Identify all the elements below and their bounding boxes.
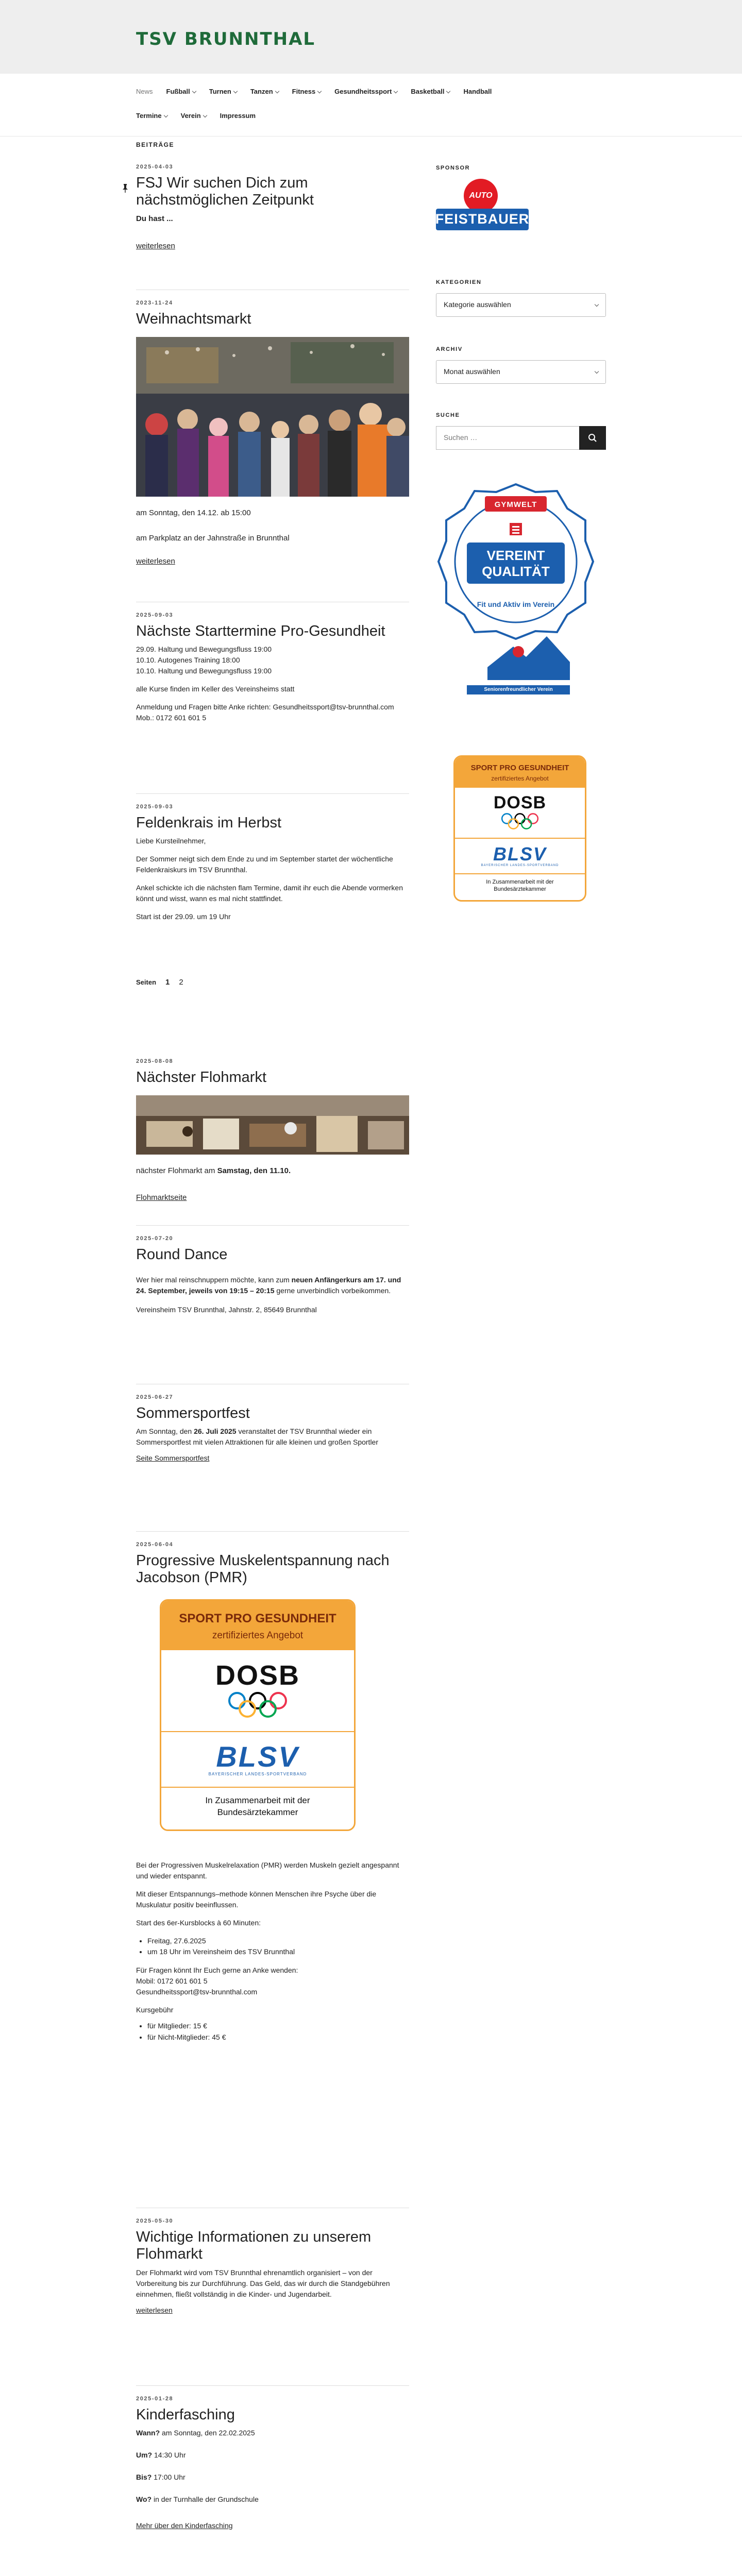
widget-title: SUCHE <box>436 412 460 418</box>
gymwelt-motto: Fit und Aktiv im Verein <box>477 600 555 608</box>
post-line: Wer hier mal reinschnuppern möchte, kann zum neuen Anfängerkurs am 17. und 24. September, jeweils von 19:15 – 20:15 gerne unverbindlich vorbeikommen. <box>136 1276 401 1295</box>
dosb-logo <box>161 1650 354 1732</box>
post-flohmarkt <box>136 1057 409 1204</box>
chevron-down-icon <box>163 113 167 117</box>
post-line: am Sonntag, den 14.12. ab 15:00 <box>136 509 251 518</box>
olympic-rings-icon <box>222 1689 294 1720</box>
badge-title: SPORT PRO GESUNDHEIT zertifiziertes Angebot <box>161 1601 354 1651</box>
schedule-list <box>136 1936 409 1958</box>
post-title[interactable]: Nächste Starttermine Pro-Gesundheit <box>136 623 385 640</box>
post-date: 2023-11-24 <box>136 300 173 306</box>
main-navigation <box>0 74 742 137</box>
post-date: 2025-09-03 <box>136 804 174 810</box>
nav-item-basketball[interactable]: Basketball <box>411 87 450 97</box>
post-date: 2025-05-30 <box>136 2218 174 2224</box>
site-title[interactable]: TSV BRUNNTHAL <box>136 29 316 49</box>
post-line: Für Fragen könnt Ihr Euch gerne an Anke wenden: <box>136 1966 298 1974</box>
dosb-logo <box>455 788 585 839</box>
post-title[interactable]: FSJ Wir suchen Dich zum nächstmöglichen Zeitpunkt <box>136 175 314 209</box>
blsv-subline: BAYERISCHER LANDES-SPORTVERBAND <box>481 863 559 867</box>
separator <box>136 1225 409 1226</box>
read-more-link[interactable]: Seite Sommersportfest <box>136 1454 210 1463</box>
post-date: 2025-09-03 <box>136 612 174 618</box>
blsv-logo <box>161 1732 354 1788</box>
sidebar-sport-pro-gesundheit-badge <box>453 755 586 902</box>
nav-item-turnen[interactable]: Turnen <box>209 87 237 97</box>
read-more-link[interactable]: weiterlesen <box>136 557 175 566</box>
badge-footer: In Zusammenarbeit mit der Bundesärztekammer <box>205 1795 310 1817</box>
post-title[interactable]: Progressive Muskelentspannung nach Jacobson (PMR) <box>136 1552 390 1586</box>
nav-item-handball[interactable]: Handball <box>463 88 492 95</box>
christmas-market-photo <box>136 337 409 497</box>
read-more-link[interactable]: weiterlesen <box>136 2306 173 2314</box>
badge-subtitle: zertifiziertes Angebot <box>491 775 549 783</box>
post-line: Anmeldung und Fragen bitte Anke richten: Gesundheitssport@tsv-brunnthal.com <box>136 703 394 711</box>
search-icon <box>588 433 597 443</box>
nav-item-impressum[interactable]: Impressum <box>220 112 256 120</box>
post-date: 2025-01-28 <box>136 2396 174 2402</box>
gymwelt-label: GYMWELT <box>494 500 537 509</box>
post-line: 10.10. Autogenes Training 18:00 <box>136 656 240 665</box>
chevron-down-icon <box>192 89 196 93</box>
read-more-link[interactable]: Flohmarktseite <box>136 1193 187 1202</box>
post-line: Ankel schickte ich die nächsten flam Termine, damit ihr euch die Abende vormerken könnt und wisst, wann es mal nicht stattfindet. <box>136 884 403 903</box>
chevron-down-icon <box>595 302 599 306</box>
pagination-top <box>136 976 183 988</box>
badge-title: SPORT PRO GESUNDHEIT zertifiziertes Angebot <box>455 757 585 788</box>
separator <box>136 1531 409 1532</box>
info-row: Wann? am Sonntag, den 22.02.2025 <box>136 2429 255 2437</box>
read-more-link[interactable]: weiterlesen <box>136 242 175 251</box>
chevron-down-icon <box>446 89 450 93</box>
post-date: 2025-06-04 <box>136 1541 174 1548</box>
post-weihnachtsmarkt <box>136 299 409 567</box>
nav-row-primary <box>136 87 492 97</box>
post-line: alle Kurse finden im Keller des Vereinsheims statt <box>136 685 295 693</box>
pagination-label: Seiten <box>136 978 157 986</box>
post-line: Bei der Progressiven Muskelrelaxation (PMR) werden Muskeln gezielt angespannt und wieder entspannt. <box>136 1860 399 1880</box>
post-date: 2025-08-08 <box>136 1058 174 1064</box>
nav-item-fitness[interactable]: Fitness <box>292 87 322 97</box>
post-line: 29.09. Haltung und Bewegungsfluss 19:00 <box>136 645 272 654</box>
post-pro-gesundheit <box>136 611 409 726</box>
post-line: Vereinsheim TSV Brunnthal, Jahnstr. 2, 85649 Brunnthal <box>136 1306 317 1314</box>
post-date: 2025-04-03 <box>136 164 174 170</box>
page-label: BEITRÄGE <box>136 141 175 148</box>
search-button[interactable] <box>579 426 606 450</box>
widget-title: ARCHIV <box>436 346 463 352</box>
info-row: Bis? 17:00 Uhr <box>136 2473 185 2482</box>
site-header <box>0 0 742 74</box>
list-item: • für Nicht-Mitglieder: 45 € <box>147 2032 409 2043</box>
pin-icon <box>122 183 129 193</box>
blsv-wordmark: BLSV <box>493 843 547 865</box>
blsv-wordmark: BLSV <box>216 1740 299 1773</box>
blsv-logo <box>455 839 585 874</box>
list-item: • Freitag, 27.6.2025 <box>147 1936 409 1947</box>
separator <box>136 793 409 794</box>
archive-select[interactable]: Monat auswählen <box>436 360 606 384</box>
post-title[interactable]: Feldenkrais im Herbst <box>136 815 282 832</box>
post-title[interactable]: Sommersportfest <box>136 1405 250 1422</box>
badge-subtitle: zertifiziertes Angebot <box>212 1630 303 1641</box>
post-line: Mob.: 0172 601 601 5 <box>136 714 207 722</box>
post-round-dance <box>136 1234 409 1318</box>
sidebar-archive <box>436 345 606 384</box>
gymwelt-quality-text: VEREINT QUALITÄT <box>482 548 550 580</box>
fee-list <box>136 2021 409 2043</box>
widget-title: SPONSOR <box>436 165 470 171</box>
chevron-down-icon <box>317 89 322 93</box>
post-excerpt: Du hast ... <box>136 214 173 223</box>
chevron-down-icon <box>275 89 279 93</box>
auto-circle: AUTO <box>464 179 498 213</box>
post-title[interactable]: Kinderfasching <box>136 2406 235 2424</box>
post-line: Kursgebühr <box>136 2006 174 2014</box>
dosb-wordmark: DOSB <box>215 1660 300 1691</box>
post-sommersportfest <box>136 1393 409 1464</box>
post-title[interactable]: Nächster Flohmarkt <box>136 1069 267 1086</box>
page-link[interactable]: 2 <box>179 978 183 987</box>
badge-footer: In Zusammenarbeit mit der Bundesärztekammer <box>486 878 554 893</box>
nav-item-verein[interactable]: Verein <box>181 111 207 121</box>
post-line: Start des 6er-Kursblocks à 60 Minuten: <box>136 1918 261 1927</box>
nav-item-gesundheitssport[interactable]: Gesundheitssport <box>334 87 397 97</box>
post-flohmarkt-info <box>136 2217 409 2316</box>
sidebar-categories <box>436 278 606 317</box>
sport-pro-gesundheit-badge <box>160 1599 356 1831</box>
list-item: • um 18 Uhr im Vereinsheim des TSV Brunnthal <box>147 1946 409 1958</box>
post-kinderfasching <box>136 2395 409 2532</box>
nav-item-termine[interactable]: Termine <box>136 111 167 121</box>
post-line: Start ist der 29.09. um 19 Uhr <box>136 912 231 921</box>
nav-row-secondary <box>136 111 256 121</box>
post-title[interactable]: Wichtige Informationen zu unserem Flohmarkt <box>136 2229 372 2263</box>
chevron-down-icon <box>233 89 238 93</box>
gymwelt-quality-badge <box>436 482 596 705</box>
search-form <box>436 426 606 450</box>
post-line: Mit dieser Entspannungs–methode können Menschen ihre Psyche über die Muskulatur positiv beeinflussen. <box>136 1889 377 1909</box>
nav-item-tanzen[interactable]: Tanzen <box>250 87 279 97</box>
sidebar-sponsor <box>436 164 606 241</box>
info-row: Um? 14:30 Uhr <box>136 2451 186 2460</box>
sponsor-name: FEISTBAUER <box>436 209 529 230</box>
olympic-rings-icon <box>497 811 543 831</box>
flea-market-photo <box>136 1095 409 1155</box>
sponsor-logo[interactable] <box>436 179 529 241</box>
list-item: • für Mitglieder: 15 € <box>147 2021 409 2032</box>
post-date: 2025-07-20 <box>136 1235 174 1242</box>
post-line: Liebe Kursteilnehmer, <box>136 837 206 845</box>
post-line: nächster Flohmarkt am Samstag, den 11.10. <box>136 1166 291 1176</box>
post-line: Am Sonntag, den 26. Juli 2025 veranstaltet der TSV Brunnthal wieder ein Sommersportfest mit vielen Attraktionen für alle kleinen und großen Sportler <box>136 1427 379 1447</box>
gymwelt-footer: Seniorenfreundlicher Verein <box>484 687 553 692</box>
read-more-link[interactable]: Mehr über den Kinderfasching <box>136 2521 233 2530</box>
post-title[interactable]: Round Dance <box>136 1246 228 1263</box>
post-line: am Parkplatz an der Jahnstraße in Brunnthal <box>136 533 290 543</box>
post-line: Gesundheitssport@tsv-brunnthal.com <box>136 1988 258 1996</box>
post-feldenkrais <box>136 803 409 925</box>
page-link[interactable]: 1 <box>165 978 170 987</box>
chevron-down-icon <box>203 113 207 117</box>
gymwelt-seal <box>436 482 596 705</box>
post-line: Mobil: 0172 601 601 5 <box>136 1977 208 1985</box>
info-row: Wo? in der Turnhalle der Grundschule <box>136 2495 259 2504</box>
post-pmr <box>136 1540 409 2046</box>
post-line: Der Sommer neigt sich dem Ende zu und im September startet der wöchentliche Feldenkraiskurs im TSV Brunnthal. <box>136 855 393 874</box>
widget-title: KATEGORIEN <box>436 279 482 285</box>
sidebar-search <box>436 411 606 450</box>
chevron-down-icon <box>394 89 398 93</box>
categories-select[interactable]: Kategorie auswählen <box>436 293 606 317</box>
separator <box>136 2385 409 2386</box>
nav-item-news[interactable]: News <box>136 88 153 95</box>
post-title[interactable]: Weihnachtsmarkt <box>136 311 251 328</box>
post-date: 2025-06-27 <box>136 1394 174 1400</box>
nav-item-fu-ball[interactable]: Fußball <box>166 87 196 97</box>
post-line: Der Flohmarkt wird vom TSV Brunnthal ehrenamtlich organisiert – von der Vorbereitung bis zur Durchführung. Das Geld, das wir durch die Standgebühren einnehmen, fließt vollständig in die Kinder- und Jugendarbeit. <box>136 2268 390 2298</box>
dosb-wordmark: DOSB <box>493 792 547 812</box>
search-input[interactable]: Suchen … <box>436 426 579 450</box>
post-fsj <box>136 163 409 252</box>
post-line: 10.10. Haltung und Bewegungsfluss 19:00 <box>136 667 272 675</box>
chevron-down-icon <box>595 369 599 373</box>
blsv-subline: BAYERISCHER LANDES-SPORTVERBAND <box>208 1772 307 1777</box>
